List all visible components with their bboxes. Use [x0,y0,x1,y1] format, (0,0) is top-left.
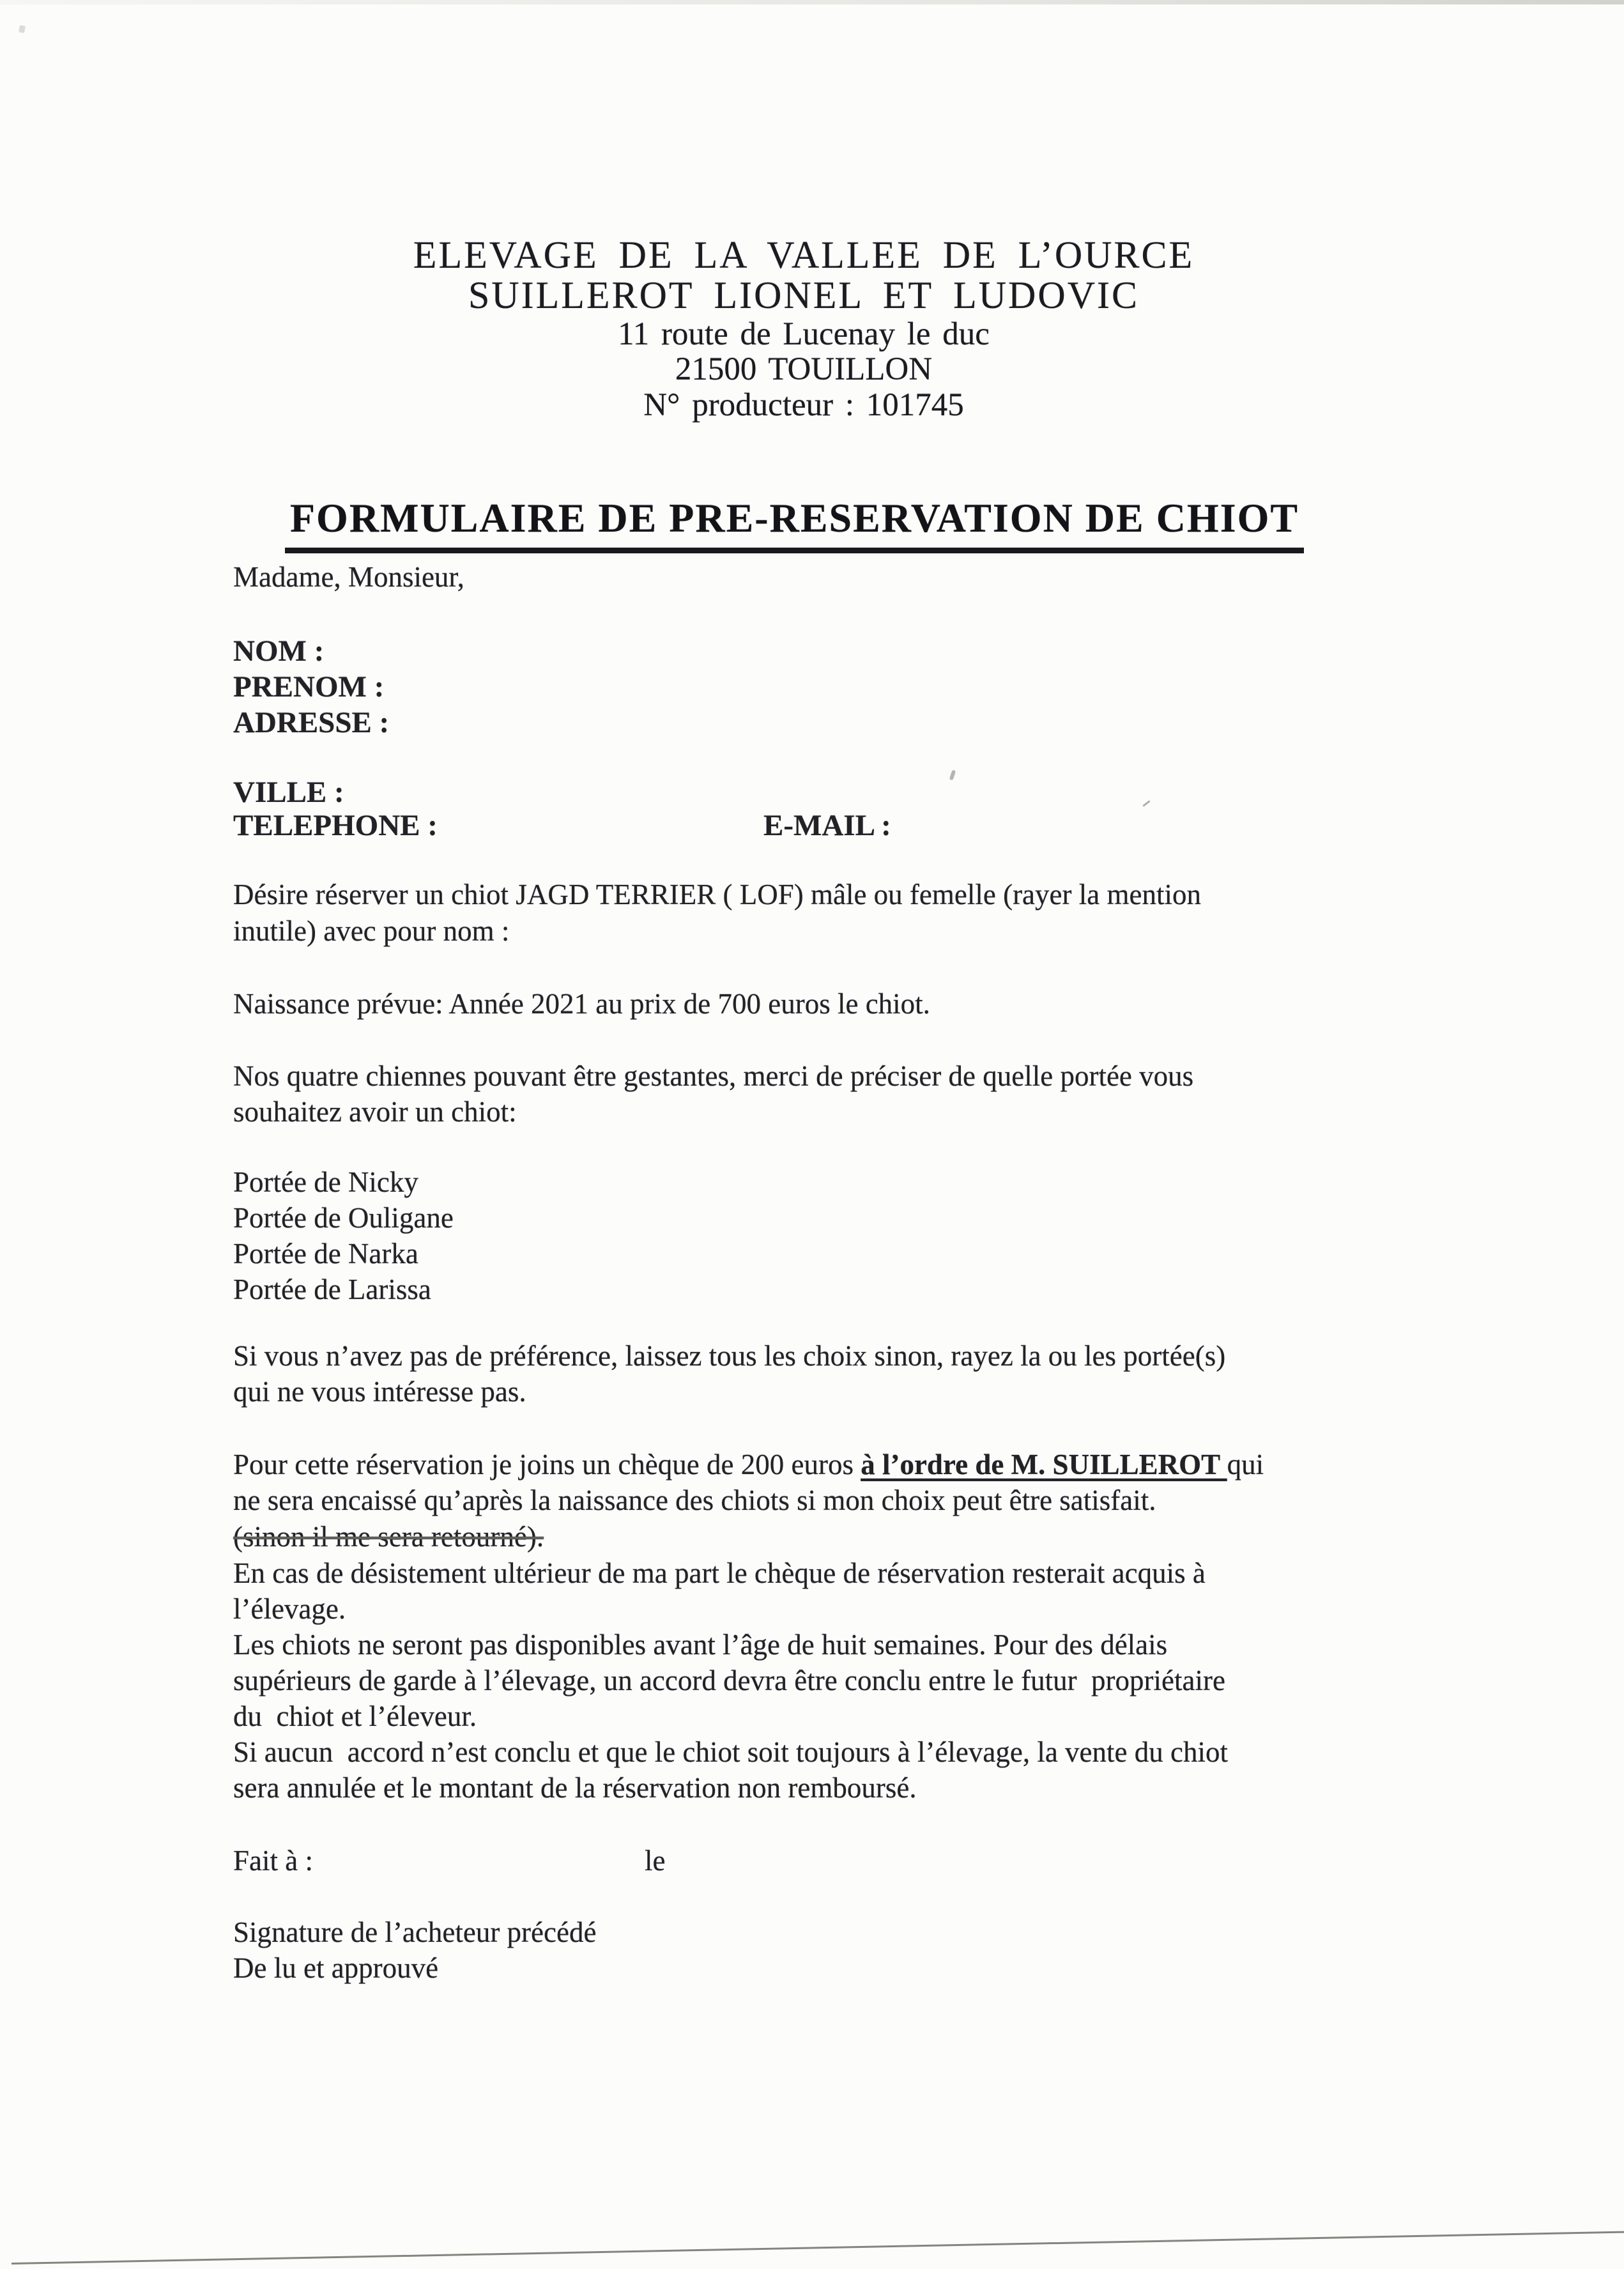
form-title: FORMULAIRE DE PRE-RESERVATION DE CHIOT [285,495,1304,554]
paragraph-chiennes-line-1: Nos quatre chiennes pouvant être gestantes, merci de préciser de quelle portée vous [233,1060,1194,1092]
struck-out-text: (sinon il me sera retourné). [233,1521,544,1553]
paragraph-preference-line-1: Si vous n’avez pas de préférence, laissez tous les choix sinon, rayez la ou les portée(s) [233,1340,1226,1372]
paragraph-cheque-line-2: ne sera encaissé qu’après la naissance des chiots si mon choix peut être satisfait. [233,1484,1156,1516]
field-label-adresse: ADRESSE : [233,706,390,739]
scan-edge-noise [0,0,1624,4]
salutation: Madame, Monsieur, [233,561,464,593]
portee-item: Portée de Larissa [233,1273,431,1305]
scan-page-edge-line [11,2231,1624,2265]
field-label-email: E-MAIL : [763,809,891,842]
signature-line-2: De lu et approuvé [233,1952,439,1984]
cheque-payee-emphasis: à l’ordre de M. SUILLEROT [861,1449,1227,1481]
paragraph-desistement-line-2: l’élevage. [233,1593,346,1625]
scan-speck [949,769,956,780]
paragraph-desistement-line-1: En cas de désistement ultérieur de ma part le chèque de réservation resterait acquis à [233,1557,1206,1589]
le-label: le [645,1845,666,1877]
cheque-text-pre: Pour cette réservation je joins un chèque de 200 euros [233,1449,861,1481]
field-label-prenom: PRENOM : [233,670,385,704]
field-label-telephone: TELEPHONE : [233,809,438,842]
portee-item: Portée de Nicky [233,1166,418,1198]
portee-item: Portée de Narka [233,1238,418,1270]
paragraph-annulation-line-2: sera annulée et le montant de la réservation non remboursé. [233,1772,917,1804]
paragraph-cheque-line-1 [233,1449,1264,1482]
header-address-street: 11 route de Lucenay le duc [618,316,990,352]
header-address-city: 21500 TOUILLON [675,351,933,387]
field-label-nom: NOM : [233,635,325,668]
paragraph-delais-line-1: Les chiots ne seront pas disponibles avant l’âge de huit semaines. Pour des délais [233,1629,1168,1661]
paragraph-preference-line-2: qui ne vous intéresse pas. [233,1376,526,1408]
field-label-ville: VILLE : [233,776,344,809]
paragraph-delais-line-3: du chiot et l’éleveur. [233,1700,477,1732]
cheque-text-post: qui [1227,1449,1264,1481]
header-owners: SUILLEROT LIONEL ET LUDOVIC [468,274,1140,316]
portee-item: Portée de Ouligane [233,1202,454,1234]
header-farm-name: ELEVAGE DE LA VALLEE DE L’OURCE [413,234,1195,276]
paragraph-naissance: Naissance prévue: Année 2021 au prix de 700 euros le chiot. [233,988,930,1020]
header-producer-number: N° producteur : 101745 [643,387,964,423]
paragraph-desire-line-1: Désire réserver un chiot JAGD TERRIER ( LOF) mâle ou femelle (rayer la mention [233,879,1201,911]
scan-speck [19,25,26,33]
paragraph-chiennes-line-2: souhaitez avoir un chiot: [233,1096,517,1128]
scan-speck [1142,800,1150,806]
paragraph-desire-line-2: inutile) avec pour nom : [233,915,510,947]
fait-a-label: Fait à : [233,1845,313,1877]
paragraph-annulation-line-1: Si aucun accord n’est conclu et que le chiot soit toujours à l’élevage, la vente du chiot [233,1736,1228,1768]
paragraph-cheque-line-3 [233,1521,544,1554]
signature-line-1: Signature de l’acheteur précédé [233,1916,597,1948]
paragraph-delais-line-2: supérieurs de garde à l’élevage, un accord devra être conclu entre le futur propriétaire [233,1665,1225,1696]
